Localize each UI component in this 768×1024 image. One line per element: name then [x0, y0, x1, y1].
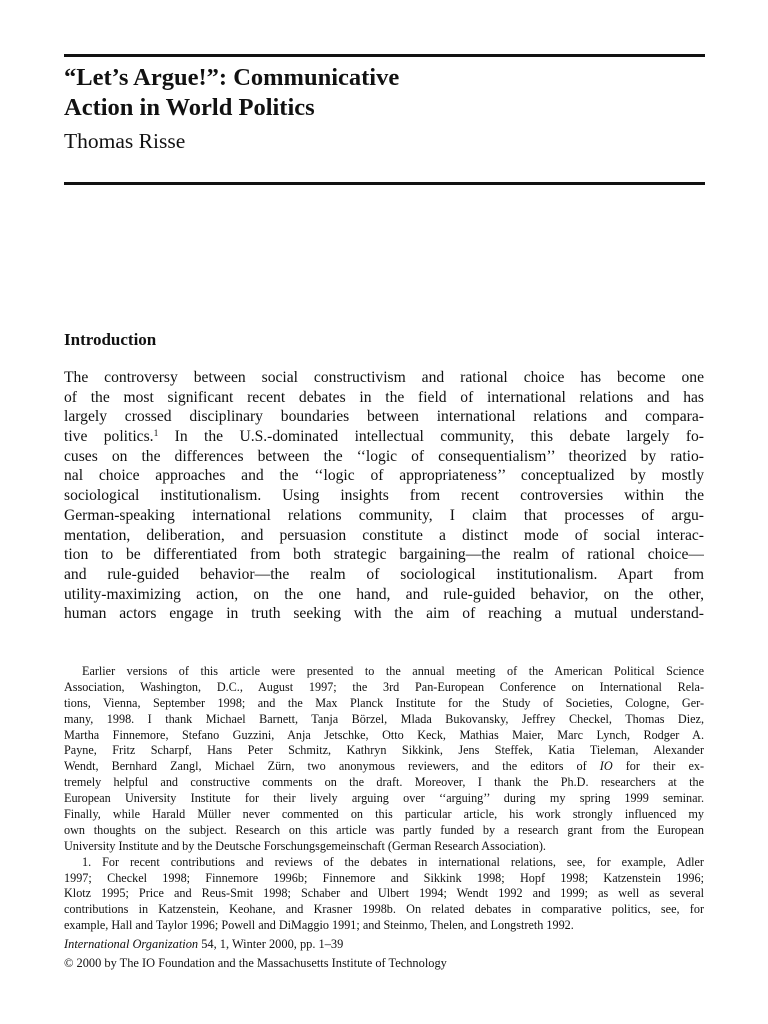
body-line: of the most significant recent debates in the field of international relations and has: [64, 388, 704, 406]
top-rule: [64, 54, 705, 57]
body-line: tion to be differentiated from both strategic bargaining—the realm of rational choice—: [64, 546, 704, 564]
footnote-1-line: 1997; Checkel 1998; Finnemore 1996b; Finnemore and Sikkink 1998; Hopf 1998; Katzenstein 1996;: [64, 870, 704, 885]
footnote-line: University Institute and by the Deutsche Forschungsgemeinschaft (German Research Association).: [64, 838, 546, 853]
footnote-line: Martha Finnemore, Stefano Guzzini, Anja Jetschke, Otto Keck, Mathias Maier, Marc Lynch, Rodger A.: [64, 727, 704, 742]
section-heading: Introduction: [64, 330, 157, 349]
footnote-line: Association, Washington, D.C., August 1997; the 3rd Pan-European Conference on International Rela-: [64, 679, 704, 694]
footnote-1-line: example, Hall and Taylor 1996; Powell and DiMaggio 1991; and Steinmo, Thelen, and Longstreth 1992.: [64, 918, 574, 933]
footnote-line: Earlier versions of this article were presented to the annual meeting of the American Political Science: [82, 664, 704, 678]
body-line: The controversy between social constructivism and rational choice has become one: [64, 369, 704, 386]
footnotes: [64, 664, 704, 934]
footnote-text-span: for their ex-: [612, 759, 704, 774]
journal-details: 54, 1, Winter 2000, pp. 1–39: [198, 937, 344, 951]
body-line: utility-maximizing action, on the one hand, and rule-guided behavior, on the other,: [64, 585, 704, 603]
footnote-ref-1[interactable]: 1: [153, 429, 159, 440]
body-line: nal choice approaches and the ‘‘logic of appropriateness’’ conceptualized by mostly: [64, 467, 704, 485]
footnote-line: tremely helpful and constructive comments on the draft. Moreover, I thank the Ph.D. researchers at the: [64, 775, 704, 790]
footnote-line: Finally, while Harald Müller never commented on this particular article, his work strongly influenced my: [64, 807, 704, 822]
footnote-text-span: Wendt, Bernhard Zangl, Michael Zürn, two anonymous reviewers, and the editors of: [64, 759, 600, 774]
body-line: sociological institutionalism. Using insights from recent controversies within the: [64, 487, 704, 505]
journal-name: International Organization: [64, 937, 199, 951]
copyright-notice: © 2000 by The IO Foundation and the Massachusetts Institute of Technology: [64, 956, 447, 970]
title-line-2: Action in World Politics: [64, 94, 315, 121]
body-line: and rule-guided behavior—the realm of sociological institutionalism. Apart from: [64, 565, 704, 583]
body-line: human actors engage in truth seeking with the aim of reaching a mutual understand-: [64, 605, 704, 623]
body-text-span: In the U.S.-dominated intellectual community, this debate largely fo-: [158, 428, 704, 446]
footnote-1-line: Klotz 1995; Price and Reus-Smit 1998; Schaber and Ulbert 1994; Wendt 1992 and 1999; as well as several: [64, 886, 704, 901]
footnote-1-line: contributions in Katzenstein, Keohane, and Krasner 1998b. On related debates in comparative politics, see, for: [64, 902, 704, 917]
body-line: [64, 427, 704, 447]
journal-citation: [64, 935, 343, 953]
footnote-line: own thoughts on the subject. Research on this article was partly funded by a research grant from the European: [64, 822, 704, 837]
bottom-rule: [64, 182, 705, 185]
article-author: Thomas Risse: [64, 129, 186, 153]
body-paragraph: [64, 368, 704, 624]
article-title: [64, 63, 704, 123]
footnote-1-line: 1. For recent contributions and reviews of the debates in international relations, see, for example, Adler: [82, 854, 704, 869]
footnote-line: tions, Vienna, September 1998; and the Max Planck Institute for the Study of Societies, Cologne, Ger-: [64, 695, 704, 710]
body-line: cuses on the differences between the ‘‘logic of consequentialism’’ theorized by ratio-: [64, 447, 704, 465]
footnote-line: many, 1998. I thank Michael Barnett, Tanja Börzel, Mlada Bukovansky, Jeffrey Checkel, Thomas Diez,: [64, 711, 704, 726]
journal-abbrev: IO: [599, 759, 613, 774]
body-line: mentation, deliberation, and persuasion constitute a distinct mode of social interac-: [64, 526, 704, 544]
title-line-1: “Let’s Argue!”: Communicative: [64, 64, 400, 91]
body-line: German-speaking international relations community, I claim that processes of argu-: [64, 506, 704, 524]
body-line: largely crossed disciplinary boundaries between international relations and compara-: [64, 408, 704, 426]
footnote-line: Payne, Fritz Scharpf, Hans Peter Schmitz, Kathryn Sikkink, Jens Steffek, Katia Tieleman, Alexander: [64, 743, 704, 758]
body-text-span: tive politics.: [64, 428, 154, 446]
footnote-line: [64, 759, 704, 775]
footnote-line: European University Institute for their lively arguing over ‘‘arguing’’ during my spring 1999 seminar.: [64, 791, 704, 806]
